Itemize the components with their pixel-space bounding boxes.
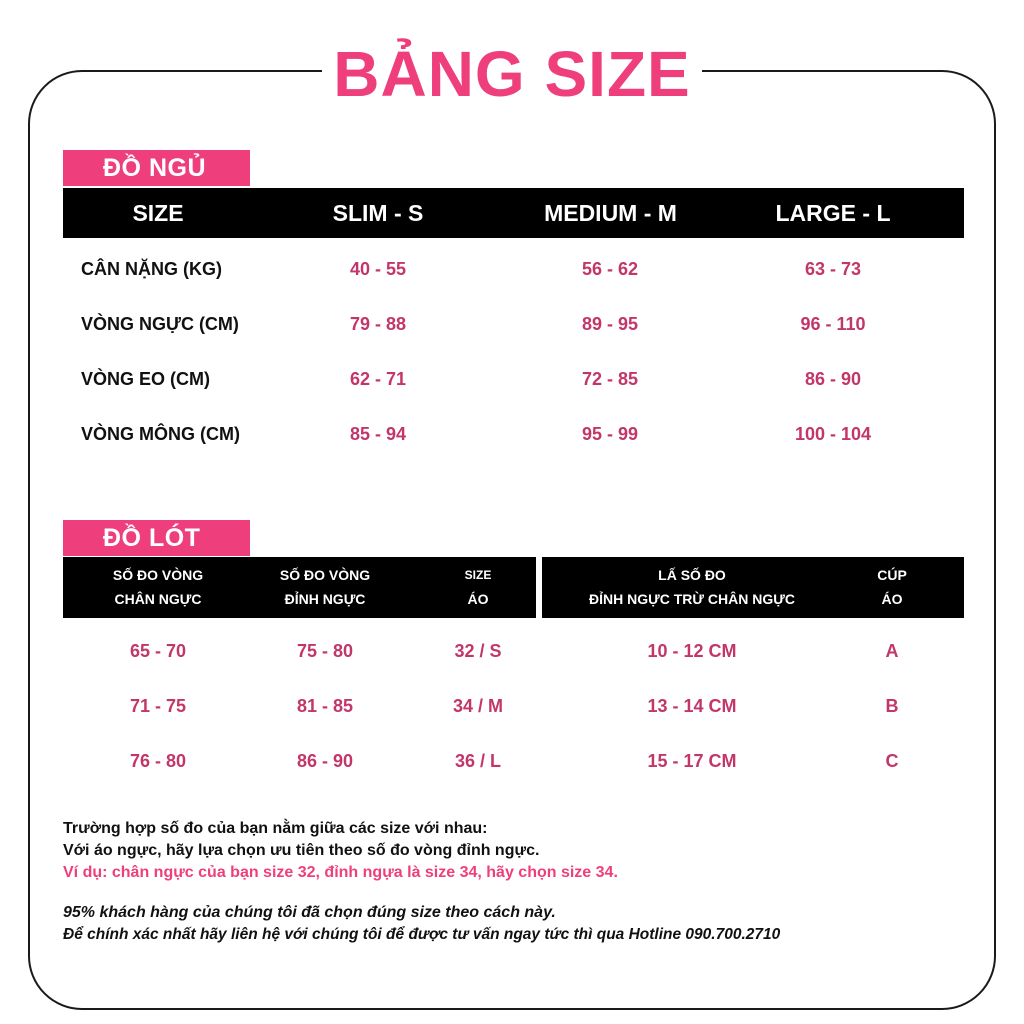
value-cell: 62 - 71 bbox=[349, 369, 407, 389]
note-example: Ví dụ: chân ngực của bạn size 32, đỉnh ngựa là size 34, hãy chọn size 34. bbox=[63, 864, 618, 881]
value-cell: 32 / S bbox=[454, 641, 502, 661]
value-cell: 71 - 75 bbox=[129, 696, 187, 716]
header-slim: SLIM - S bbox=[332, 200, 424, 226]
row-label: VÒNG EO (CM) bbox=[81, 369, 210, 389]
value-cell: C bbox=[885, 751, 899, 771]
value-cell: 76 - 80 bbox=[129, 751, 187, 771]
header-cup-line1: CÚP bbox=[877, 567, 907, 583]
header-dinh-nguc-line1: SỐ ĐO VÒNG bbox=[279, 567, 371, 583]
header-chan-nguc-line1: SỐ ĐO VÒNG bbox=[112, 567, 204, 583]
header-la-so-do-line1: LẤ SỐ ĐO bbox=[658, 567, 726, 583]
value-cell: 13 - 14 CM bbox=[647, 696, 737, 716]
do-lot-left-header bbox=[63, 557, 536, 618]
value-cell: 40 - 55 bbox=[349, 259, 407, 279]
value-cell: 56 - 62 bbox=[581, 259, 639, 279]
value-cell: 89 - 95 bbox=[581, 314, 639, 334]
note-italic-1: 95% khách hàng của chúng tôi đã chọn đúng size theo cách này. bbox=[63, 904, 556, 921]
value-cell: 63 - 73 bbox=[804, 259, 862, 279]
note-hotline: Để chính xác nhất hãy liên hệ với chúng tôi để được tư vấn ngay tức thì qua Hotline 090.700.2710 bbox=[63, 926, 781, 943]
header-cup-line2: ÁO bbox=[881, 591, 903, 607]
value-cell: 79 - 88 bbox=[349, 314, 407, 334]
header-medium: MEDIUM - M bbox=[544, 200, 677, 226]
do-ngu-header-bar bbox=[63, 188, 964, 238]
header-chan-nguc-line2: CHÂN NGỰC bbox=[114, 591, 202, 607]
value-cell: 100 - 104 bbox=[794, 424, 872, 444]
header-size-ao-line2: ÁO bbox=[467, 591, 489, 607]
header-large: LARGE - L bbox=[775, 200, 891, 226]
section-tab-do-ngu: ĐỒ NGỦ bbox=[63, 150, 250, 186]
value-cell: B bbox=[885, 696, 899, 716]
row-label: CÂN NẶNG (KG) bbox=[81, 259, 222, 279]
value-cell: 72 - 85 bbox=[581, 369, 639, 389]
page-title: BẢNG SIZE bbox=[333, 38, 691, 110]
value-cell: 95 - 99 bbox=[581, 424, 639, 444]
value-cell: 65 - 70 bbox=[129, 641, 187, 661]
header-la-so-do-line2: ĐỈNH NGỰC TRỪ CHÂN NGỰC bbox=[589, 591, 795, 607]
header-size-ao-line1: SIZE bbox=[464, 568, 492, 582]
value-cell: 34 / M bbox=[452, 696, 504, 716]
value-cell: 81 - 85 bbox=[296, 696, 354, 716]
row-label: VÒNG MÔNG (CM) bbox=[81, 424, 240, 444]
value-cell: 86 - 90 bbox=[296, 751, 354, 771]
value-cell: 10 - 12 CM bbox=[647, 641, 737, 661]
note-line-1: Trường hợp số đo của bạn nằm giữa các size với nhau: bbox=[63, 820, 488, 837]
header-dinh-nguc-line2: ĐỈNH NGỰC bbox=[284, 591, 366, 607]
do-lot-right-header bbox=[542, 557, 964, 618]
section-tab-do-lot: ĐỒ LÓT bbox=[63, 520, 250, 556]
value-cell: 75 - 80 bbox=[296, 641, 354, 661]
value-cell: 96 - 110 bbox=[800, 314, 866, 334]
value-cell: 85 - 94 bbox=[349, 424, 407, 444]
value-cell: 36 / L bbox=[454, 751, 502, 771]
value-cell: 15 - 17 CM bbox=[647, 751, 737, 771]
value-cell: A bbox=[885, 641, 899, 661]
header-size: SIZE bbox=[132, 200, 184, 226]
note-line-2: Với áo ngực, hãy lựa chọn ưu tiên theo số đo vòng đỉnh ngực. bbox=[63, 842, 540, 859]
row-label: VÒNG NGỰC (CM) bbox=[81, 314, 239, 334]
value-cell: 86 - 90 bbox=[804, 369, 862, 389]
